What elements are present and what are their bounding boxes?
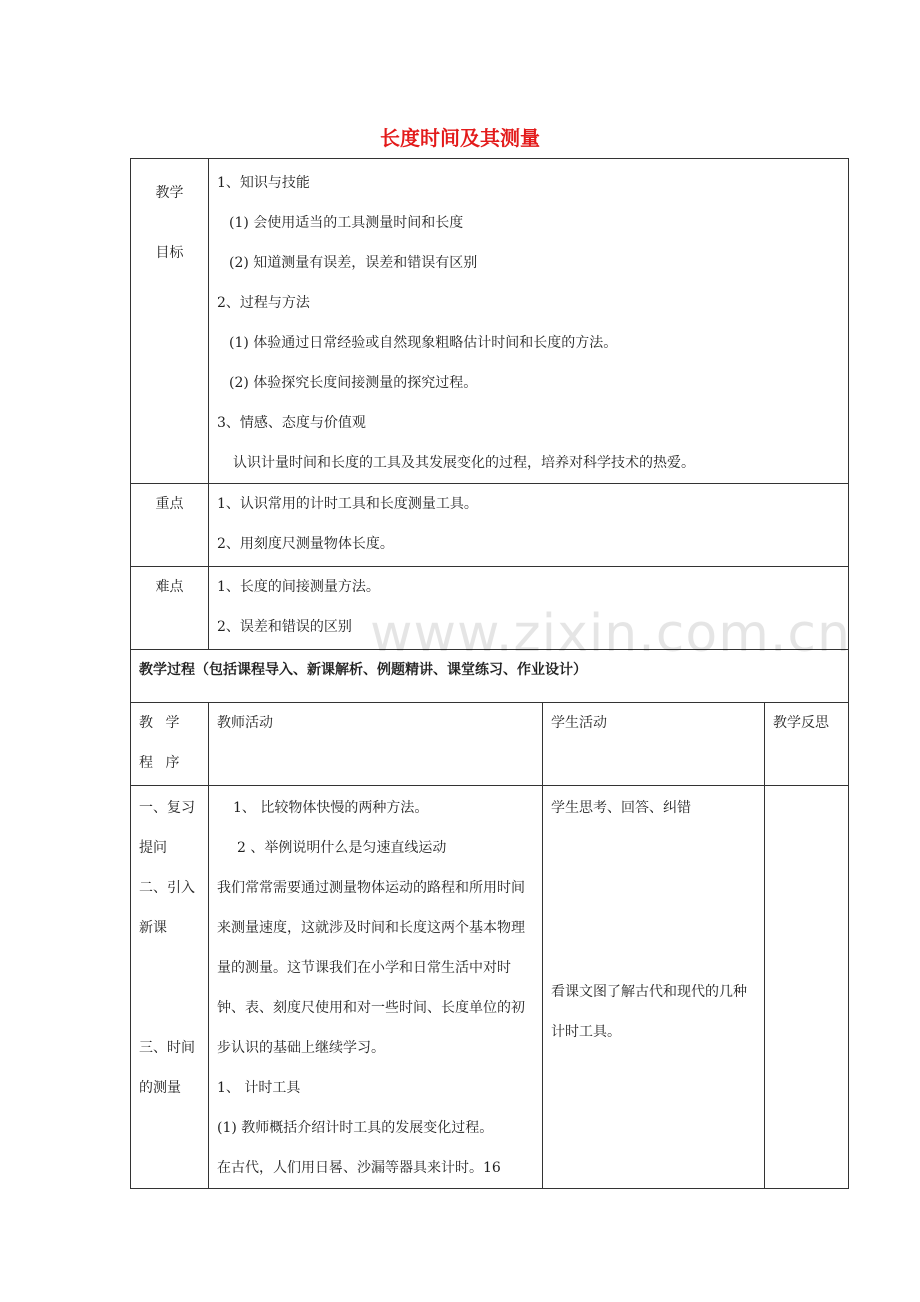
teacher-line: 1、 计时工具 (217, 1080, 301, 1096)
column-header-row (131, 703, 849, 786)
teacher-line: 2 、举例说明什么是匀速直线运动 (237, 840, 447, 856)
student-line: 学生思考、回答、纠错 (551, 800, 691, 816)
objective-line: (2) 知道测量有误差，误差和错误有区别 (229, 255, 478, 271)
difficulties-content-cell (209, 567, 849, 650)
teacher-line: (1) 教师概括介绍计时工具的发展变化过程。 (217, 1120, 494, 1136)
objective-line: (1) 体验通过日常经验或自然现象粗略估计时间和长度的方法。 (229, 335, 618, 351)
key-points-label-cell (131, 484, 209, 567)
step-label: 新课 (139, 920, 167, 936)
lesson-plan-table (130, 158, 849, 1189)
difficulty-line: 2、误差和错误的区别 (217, 619, 352, 635)
process-header-row (131, 650, 849, 703)
objective-line: 2、过程与方法 (217, 295, 310, 311)
step-label: 一、复习 (139, 800, 195, 816)
key-point-line: 2、用刻度尺测量物体长度。 (217, 536, 394, 552)
step-label: 三、时间 (139, 1040, 195, 1056)
objective-line: 1、知识与技能 (217, 175, 310, 191)
difficulties-label-cell (131, 567, 209, 650)
col-program: 教 学 程 序 (139, 715, 184, 771)
objective-line: (1) 会使用适当的工具测量时间和长度 (229, 215, 464, 231)
step-label: 二、引入 (139, 880, 195, 896)
objectives-label-line2: 目标 (155, 245, 184, 261)
student-paragraph: 看课文图了解古代和现代的几种计时工具。 (551, 984, 747, 1040)
process-header: 教学过程（包括课程导入、新课解析、例题精讲、课堂练习、作业设计） (139, 662, 587, 678)
objectives-label-line1: 教学 (155, 185, 184, 201)
teacher-paragraph: 我们常常需要通过测量物体运动的路程和所用时间来测量速度，这就涉及时间和长度这两个基本物理量的测量。这节课我们在小学和日常生活中对时钟、表、刻度尺使用和对一些时间、长度单位的初步认识的基础上继续学习。 (217, 880, 525, 1056)
col-program-cell (131, 703, 209, 786)
process-header-cell (131, 650, 849, 703)
objectives-row (131, 159, 849, 484)
key-points-label: 重点 (155, 496, 184, 512)
teacher-line: 在古代，人们用日晷、沙漏等器具来计时。16 (217, 1160, 501, 1176)
key-point-line: 1、认识常用的计时工具和长度测量工具。 (217, 496, 478, 512)
objective-line: 认识计量时间和长度的工具及其发展变化的过程，培养对科学技术的热爱。 (233, 455, 695, 471)
col-teacher: 教师活动 (217, 715, 273, 731)
col-reflection: 教学反思 (773, 715, 829, 731)
difficulties-row (131, 567, 849, 650)
objective-line: 3、情感、态度与价值观 (217, 415, 366, 431)
col-student-cell (543, 703, 765, 786)
step-label: 提问 (139, 840, 167, 856)
step-label: 的测量 (139, 1080, 181, 1096)
page-title: 长度时间及其测量 (380, 126, 540, 150)
col-reflection-cell (765, 703, 849, 786)
student-activity-cell (543, 786, 765, 1189)
difficulty-line: 1、长度的间接测量方法。 (217, 579, 380, 595)
objectives-content-cell (209, 159, 849, 484)
col-student: 学生活动 (551, 715, 607, 731)
col-teacher-cell (209, 703, 543, 786)
steps-cell (131, 786, 209, 1189)
objective-line: (2) 体验探究长度间接测量的探究过程。 (229, 375, 478, 391)
process-content-row (131, 786, 849, 1189)
teacher-line: 1、 比较物体快慢的两种方法。 (233, 800, 429, 816)
reflection-cell (765, 786, 849, 1189)
watermark: www.zixin.com.cn (370, 604, 851, 664)
key-points-row (131, 484, 849, 567)
difficulties-label: 难点 (155, 579, 184, 595)
key-points-content-cell (209, 484, 849, 567)
teacher-activity-cell (209, 786, 543, 1189)
objectives-label-cell (131, 159, 209, 484)
